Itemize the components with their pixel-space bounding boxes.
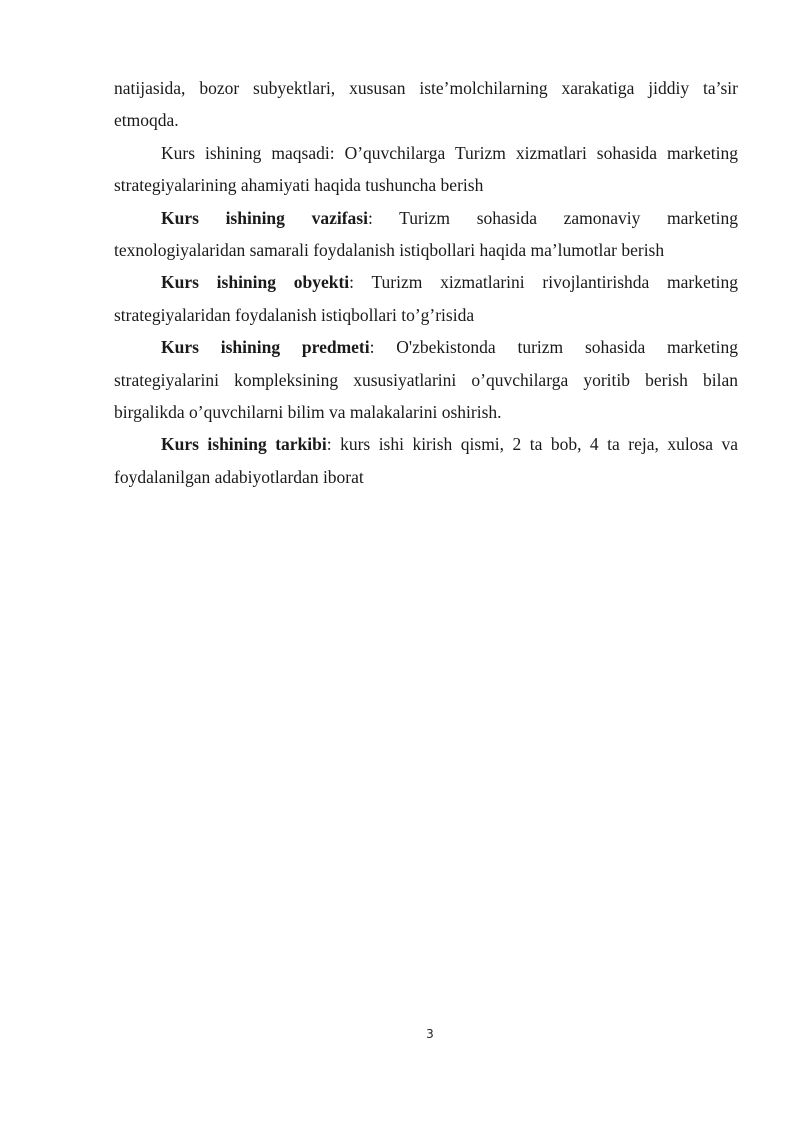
paragraph-subject	[114, 331, 738, 428]
paragraph-text: : Turizm sohasida zamonaviy marketing texnologiyalaridan samarali foydalanish istiqbollari haqida ma’lumotlar berish	[114, 207, 738, 261]
paragraph-text: Kurs ishining maqsadi: O’quvchilarga Turizm xizmatlari sohasida marketing strategiyalarining ahamiyati haqida tushuncha berish	[114, 142, 738, 196]
paragraph-goal	[114, 137, 738, 202]
paragraph-label: Kurs ishining tarkibi	[161, 434, 327, 455]
paragraph-label: Kurs ishining obyekti	[161, 272, 350, 293]
paragraph-continuation	[114, 72, 738, 137]
paragraph-text: natijasida, bozor subyektlari, xususan iste’molchilarning xarakatiga jiddiy ta’sir etmoqda.	[114, 78, 738, 131]
paragraph-object	[114, 266, 738, 331]
paragraph-text: : kurs ishi kirish qismi, 2 ta bob, 4 ta reja, xulosa va foydalanilgan adabiyotlardan iborat	[114, 434, 738, 487]
paragraph-label: Kurs ishining vazifasi	[161, 207, 368, 228]
paragraph-task	[114, 202, 738, 267]
paragraph-label: Kurs ishining predmeti	[161, 337, 370, 358]
page-number: 3	[426, 1027, 434, 1041]
paragraph-text: : O'zbekistonda turizm sohasida marketing strategiyalarini kompleksining xususiyatlarini o’quvchilarga yoritib berish bilan birgalikda o’quvchilarni bilim va malakalarini oshirish.	[114, 337, 738, 423]
paragraph-text: : Turizm xizmatlarini rivojlantirishda marketing strategiyalaridan foydalanish istiqbollari to’g’risida	[114, 272, 738, 325]
page-body	[114, 72, 738, 493]
paragraph-structure	[114, 428, 738, 493]
